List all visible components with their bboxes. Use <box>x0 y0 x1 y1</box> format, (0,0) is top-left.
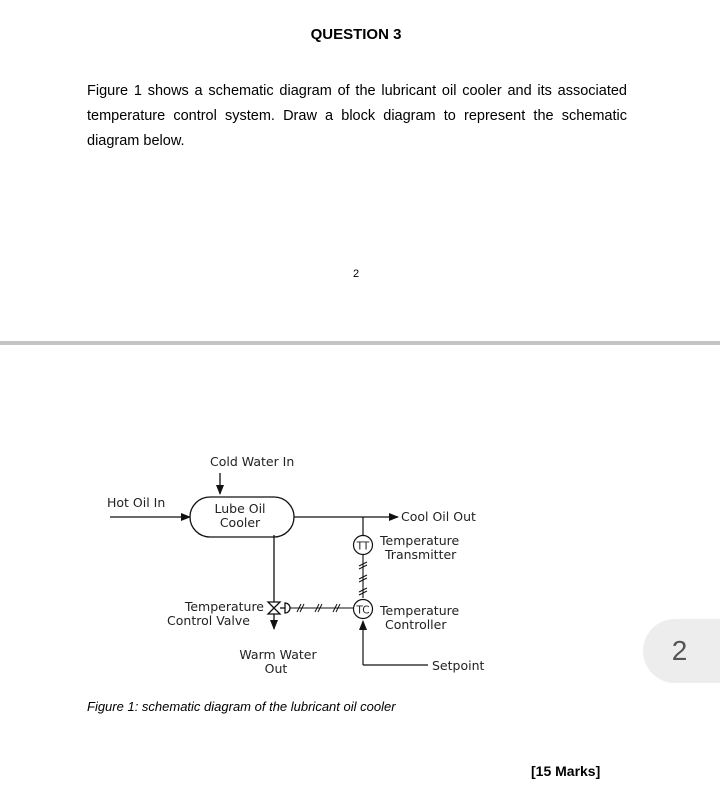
label-cooler-line1: Lube Oil <box>214 501 266 516</box>
label-tt-line2: Transmitter <box>385 547 457 562</box>
marks-label: [15 Marks] <box>531 763 601 779</box>
temperature-control-valve <box>268 602 290 614</box>
question-body-text: Figure 1 shows a schematic diagram of the lubricant oil cooler and its associated temperature control system. Draw a block diagram to represent the schematic diagram below. <box>87 83 627 149</box>
tc-symbol-text: TC <box>356 604 370 617</box>
label-setpoint: Setpoint <box>432 658 485 673</box>
label-cooler-line2: Cooler <box>219 515 261 530</box>
label-warm-water-line1: Warm Water <box>239 647 317 662</box>
label-tt-line1: Temperature <box>380 533 460 548</box>
label-tc-line1: Temperature <box>380 603 460 618</box>
label-valve-line2: Control Valve <box>167 613 250 628</box>
page-number: 2 <box>352 268 360 280</box>
tt-symbol-text: TT <box>356 540 370 553</box>
label-warm-water-line2: Out <box>264 661 288 676</box>
question-title: QUESTION 3 <box>310 26 402 43</box>
page-badge-number: 2 <box>671 635 688 666</box>
label-cool-oil-out: Cool Oil Out <box>401 509 476 524</box>
label-valve-line1: Temperature <box>184 599 264 614</box>
page-badge <box>643 619 720 683</box>
figure-caption: Figure 1: schematic diagram of the lubricant oil cooler <box>87 699 396 714</box>
label-tc-line2: Controller <box>385 617 447 632</box>
label-hot-oil-in: Hot Oil In <box>107 495 166 510</box>
schematic-diagram <box>0 440 720 690</box>
page-divider <box>0 341 720 345</box>
label-cold-water-in: Cold Water In <box>210 454 295 469</box>
